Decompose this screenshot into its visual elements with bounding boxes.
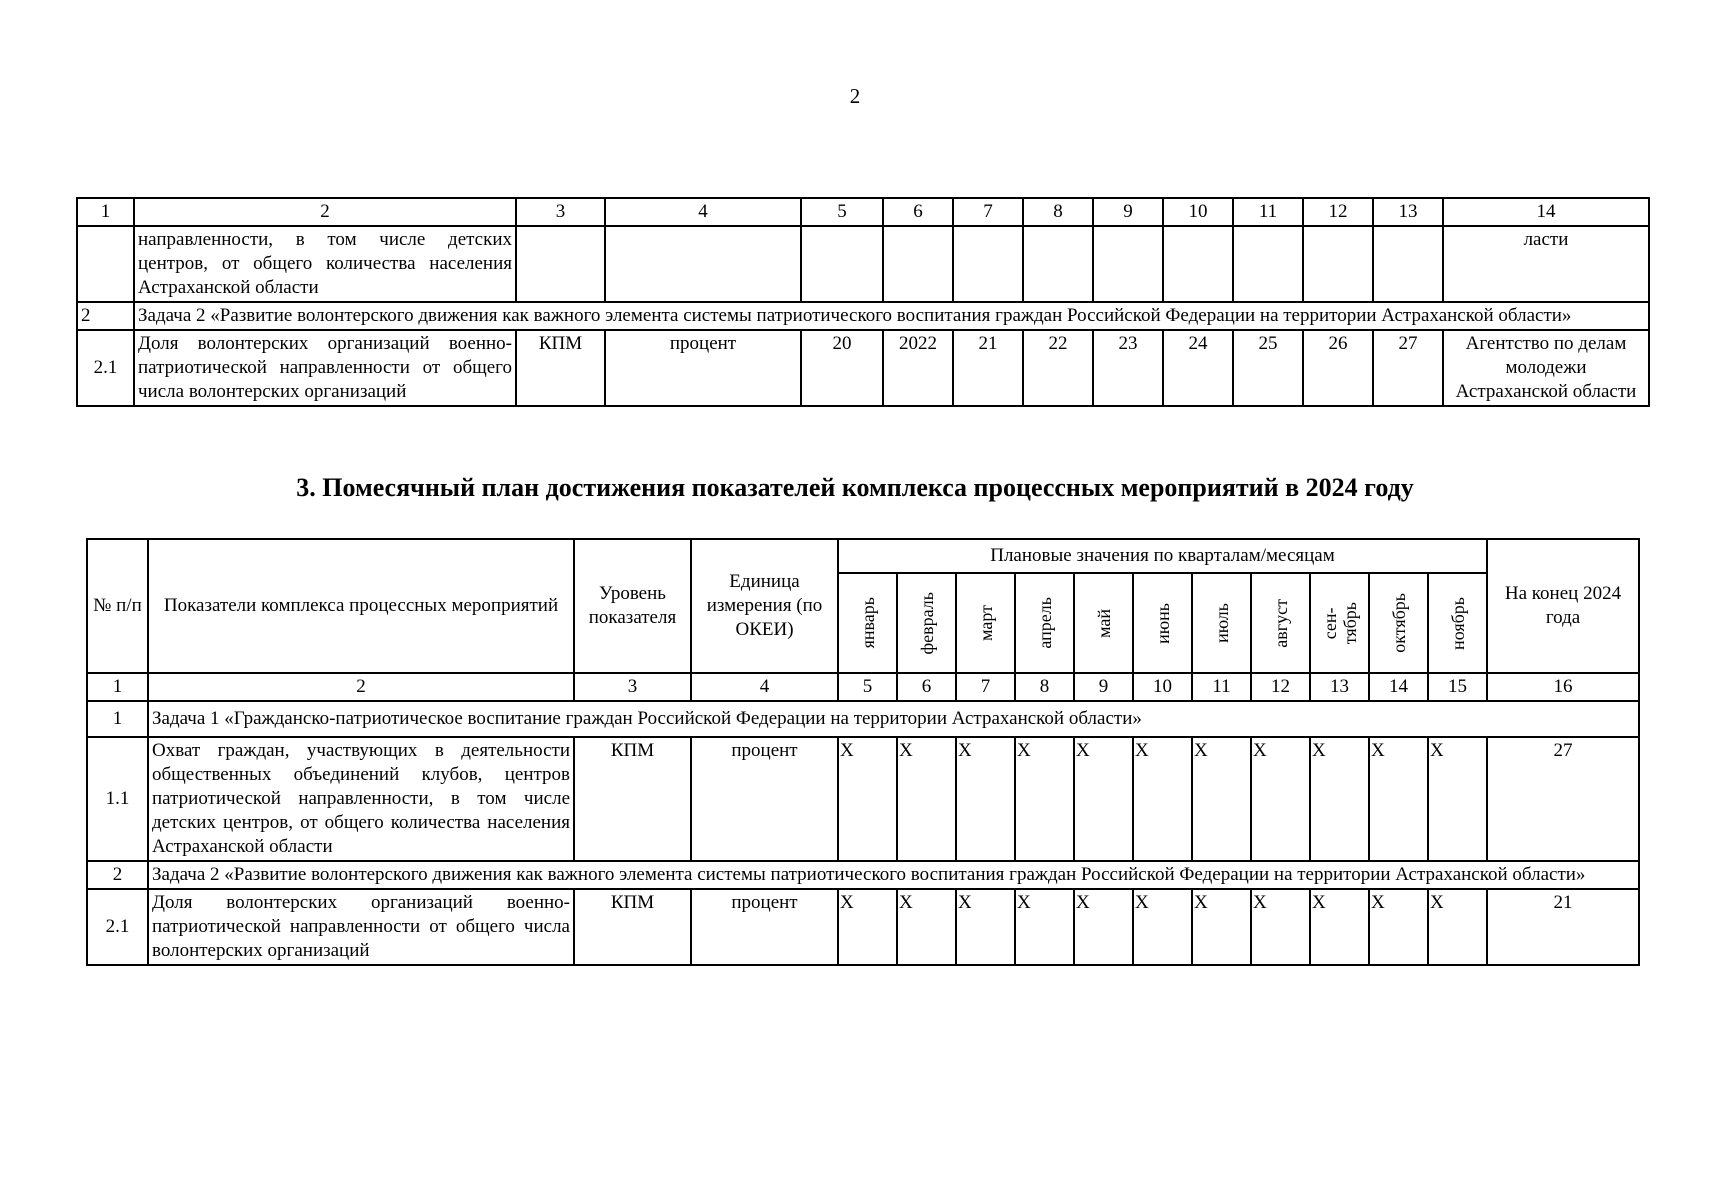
end-of-year-value: 21 [1487,889,1639,965]
responsible-text: ласти [1443,226,1649,302]
col-number: 9 [1074,673,1133,701]
unit: процент [691,889,838,965]
monthly-value: X [897,737,956,861]
month-header [1133,573,1192,673]
task-number: 2 [77,302,134,330]
col-number: 10 [1133,673,1192,701]
indicator-level: КПМ [574,737,691,861]
col-number: 13 [1310,673,1369,701]
col-number: 12 [1303,198,1373,226]
monthly-value: X [1133,889,1192,965]
month-header [956,573,1015,673]
col-number: 7 [953,198,1023,226]
end-of-year-value: 27 [1487,737,1639,861]
task-number: 1 [87,701,148,737]
monthly-value: X [1074,737,1133,861]
monthly-value: X [1428,889,1487,965]
year-value: 24 [1163,330,1233,406]
month-label: июль [1211,603,1232,643]
col-number: 1 [77,198,134,226]
table-row [87,737,1639,861]
empty-cell [516,226,605,302]
table-row [77,226,1649,302]
month-label: август [1270,598,1291,648]
monthly-value: X [897,889,956,965]
monthly-value: X [1428,737,1487,861]
indicator-text: Доля волонтерских организаций военно-патриотической направленности от общего числа волонтерских организаций [134,330,516,406]
year-value: 25 [1233,330,1303,406]
col-number: 11 [1233,198,1303,226]
year-value: 27 [1373,330,1443,406]
month-label: ноябрь [1447,596,1468,650]
responsible-text: Агентство по делам молодежи Астраханской области [1443,330,1649,406]
col-number: 4 [691,673,838,701]
year-value: 26 [1303,330,1373,406]
month-header [1015,573,1074,673]
task-row [77,302,1649,330]
indicators-table-continued [76,197,1650,407]
month-header [838,573,897,673]
monthly-value: X [838,737,897,861]
task-text: Задача 2 «Развитие волонтерского движения как важного элемента системы патриотического воспитания граждан Российской Федерации на территории Астраханской области» [134,302,1649,330]
col-number: 5 [838,673,897,701]
base-value: 20 [801,330,883,406]
month-header [1428,573,1487,673]
indicator-text: Доля волонтерских организаций военно-патриотической направленности от общего числа волонтерских организаций [148,889,574,965]
monthly-value: X [956,737,1015,861]
month-label: март [975,605,996,641]
col-number: 8 [1023,198,1093,226]
col-number: 4 [605,198,801,226]
col-number: 6 [897,673,956,701]
header-end-of-year: На конец 2024 года [1487,539,1639,673]
indicator-level: КПМ [516,330,605,406]
month-label: май [1093,608,1114,638]
col-number: 16 [1487,673,1639,701]
col-number: 6 [883,198,953,226]
task-text: Задача 1 «Гражданско-патриотическое воспитание граждан Российской Федерации на территории Астраханской области» [148,701,1639,737]
table-row [87,889,1639,965]
col-number: 9 [1093,198,1163,226]
row-number: 2.1 [77,330,134,406]
col-number: 13 [1373,198,1443,226]
year-value: 21 [953,330,1023,406]
year-value: 23 [1093,330,1163,406]
header-level: Уровень показателя [574,539,691,673]
empty-cell [1023,226,1093,302]
month-header [897,573,956,673]
unit: процент [691,737,838,861]
monthly-value: X [1015,737,1074,861]
empty-cell [1373,226,1443,302]
page-number: 2 [849,84,861,108]
monthly-value: X [956,889,1015,965]
header-planned: Плановые значения по кварталам/месяцам [838,539,1487,573]
col-number: 2 [134,198,516,226]
empty-cell [953,226,1023,302]
monthly-value: X [838,889,897,965]
month-header [1074,573,1133,673]
month-label: июнь [1152,602,1173,644]
col-number: 7 [956,673,1015,701]
col-number: 12 [1251,673,1310,701]
task-row [87,861,1639,889]
task-text: Задача 2 «Развитие волонтерского движения как важного элемента системы патриотического воспитания граждан Российской Федерации на территории Астраханской области» [148,861,1639,889]
header-unit: Единица измерения (по ОКЕИ) [691,539,838,673]
col-number: 1 [87,673,148,701]
month-label: февраль [916,591,937,655]
monthly-value: X [1074,889,1133,965]
unit: процент [605,330,801,406]
monthly-value: X [1369,889,1428,965]
empty-cell [1093,226,1163,302]
monthly-value: X [1251,737,1310,861]
month-header [1369,573,1428,673]
empty-cell [1233,226,1303,302]
header-num: № п/п [87,539,148,673]
indicator-text: направленности, в том числе детских центров, от общего количества населения Астраханской области [134,226,516,302]
row-number: 1.1 [87,737,148,861]
row-number: 2.1 [87,889,148,965]
header-indicators: Показатели комплекса процессных мероприятий [148,539,574,673]
col-number: 15 [1428,673,1487,701]
column-number-row [77,198,1649,226]
col-number: 14 [1443,198,1649,226]
col-number: 3 [574,673,691,701]
month-label: сен- тябрь [1319,601,1360,645]
month-label: январь [857,597,878,649]
col-number: 11 [1192,673,1251,701]
empty-cell [801,226,883,302]
month-label: апрель [1034,597,1055,649]
col-number: 10 [1163,198,1233,226]
header-row [87,539,1639,573]
task-number: 2 [87,861,148,889]
section-title: 3. Помесячный план достижения показателей комплекса процессных мероприятий в 2024 году [296,473,1414,502]
empty-cell [605,226,801,302]
monthly-plan-table [86,538,1640,966]
monthly-value: X [1251,889,1310,965]
empty-cell [883,226,953,302]
month-header [1192,573,1251,673]
col-number: 3 [516,198,605,226]
empty-cell [1303,226,1373,302]
table-row [77,330,1649,406]
col-number: 14 [1369,673,1428,701]
monthly-value: X [1192,737,1251,861]
empty-cell [1163,226,1233,302]
monthly-value: X [1310,889,1369,965]
year-value: 22 [1023,330,1093,406]
monthly-value: X [1310,737,1369,861]
col-number: 5 [801,198,883,226]
monthly-value: X [1369,737,1428,861]
monthly-value: X [1192,889,1251,965]
base-year: 2022 [883,330,953,406]
task-row [87,701,1639,737]
indicator-text: Охват граждан, участвующих в деятельности общественных объединений клубов, центров патриотической направленности, в том числе детских центров, от общего количества населения Астраханской области [148,737,574,861]
month-header [1310,573,1369,673]
monthly-value: X [1015,889,1074,965]
indicator-level: КПМ [574,889,691,965]
month-label: октябрь [1388,593,1409,653]
monthly-value: X [1133,737,1192,861]
column-number-row [87,673,1639,701]
col-number: 2 [148,673,574,701]
month-header [1251,573,1310,673]
row-number [77,226,134,302]
col-number: 8 [1015,673,1074,701]
